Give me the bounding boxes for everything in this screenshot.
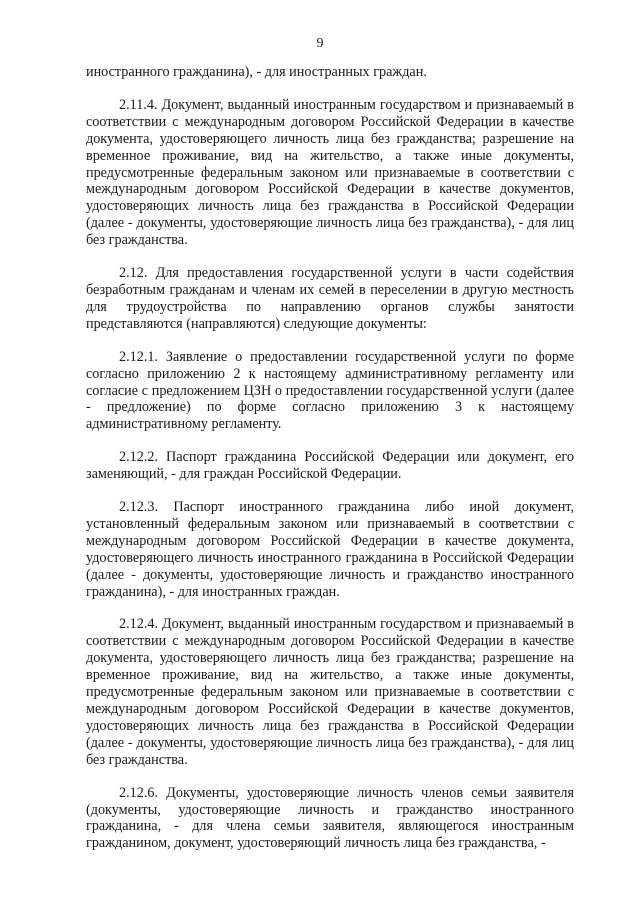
paragraph-2-12-2: 2.12.2. Паспорт гражданина Российской Федерации или документ, его заменяющий, - для граждан Российской Федерации. xyxy=(86,449,574,483)
paragraph-2-12-1: 2.12.1. Заявление о предоставлении государственной услуги по форме согласно приложению 2 к настоящему административному регламенту или согласие с предложением ЦЗН о предоставлении государственной услуги (далее - предложение) по форме согласно приложению 3 к настоящему административному регламенту. xyxy=(86,348,574,433)
paragraph-2-12: 2.12. Для предоставления государственной услуги в части содействия безработным гражданам и членам их семей в переселении в другую местность для трудоустройства по направлению органов службы занятости представляются (направляются) следующие документы: xyxy=(86,265,574,332)
page-number: 9 xyxy=(316,36,324,51)
paragraph-2-12-3: 2.12.3. Паспорт иностранного гражданина либо иной документ, установленный федеральным законом или признаваемый в соответствии с международным договором Российской Федерации в качестве документа, удостоверяющего личность иностранного гражданина в Российской Федерации (далее - документы, удостоверяющие личность и гражданство иностранного гражданина), - для иностранных граждан. xyxy=(86,499,574,600)
paragraph-continuation: иностранного гражданина), - для иностранных граждан. xyxy=(86,64,427,80)
paragraph-2-12-4: 2.12.4. Документ, выданный иностранным государством и признаваемый в соответствии с международным договором Российской Федерации в качестве документа, удостоверяющего личность лица без гражданства; разрешение на временное проживание, вид на жительство, а также иные документы, предусмотренные федеральным законом или признаваемые в соответствии с международным договором Российской Федерации в качестве документов, удостоверяющих личность лица без гражданства в Российской Федерации (далее - документы, удостоверяющие личность лица без гражданства), - для лиц без гражданства. xyxy=(86,616,574,768)
document-body xyxy=(86,64,574,868)
paragraph-2-12-6: 2.12.6. Документы, удостоверяющие личность членов семьи заявителя (документы, удостоверяющие личность и гражданство иностранного гражданина, - для члена семьи заявителя, являющегося иностранным гражданином, документ, удостоверяющий личность лица без гражданства, - xyxy=(86,784,574,852)
paragraph-2-11-4: 2.11.4. Документ, выданный иностранным государством и признаваемый в соответствии с международным договором Российской Федерации в качестве документа, удостоверяющего личность лица без гражданства; разрешение на временное проживание, вид на жительство, а также иные документы, предусмотренные федеральным законом или признаваемые в соответствии с международным договором Российской Федерации в качестве документов, удостоверяющих личность лица без гражданства в Российской Федерации (далее - документы, удостоверяющие личность лица без гражданства), - для лиц без гражданства. xyxy=(86,96,574,249)
